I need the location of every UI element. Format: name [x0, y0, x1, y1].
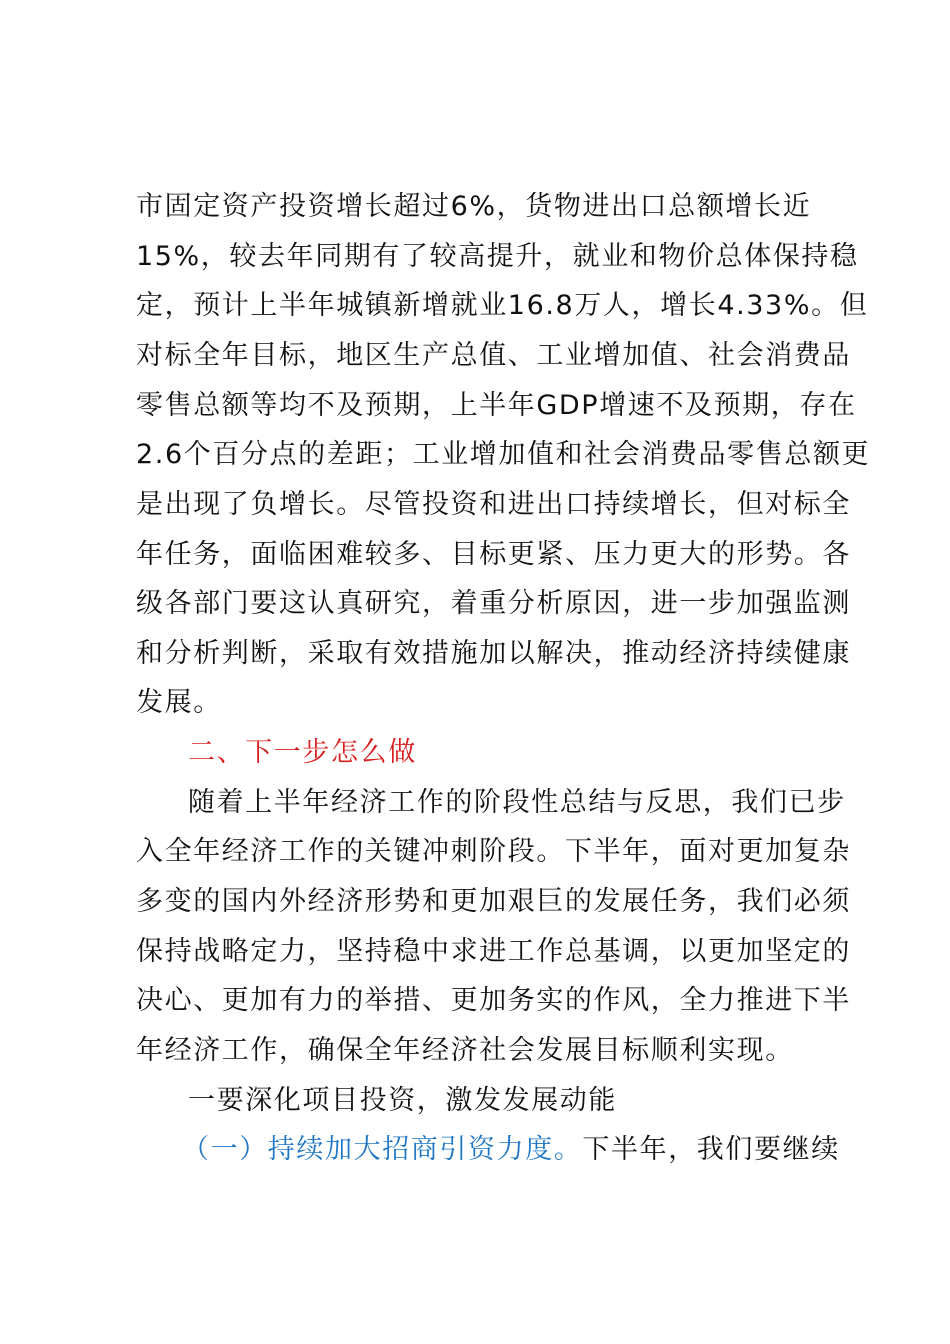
paragraph-line: 2.6个百分点的差距；工业增加值和社会消费品零售总额更 [136, 439, 871, 470]
paragraph-line: 决心、更加有力的举措、更加务实的作风，全力推进下半 [136, 985, 851, 1016]
subheading: 一要深化项目投资，激发发展动能 [188, 1085, 617, 1116]
paragraph-line: 年经济工作，确保全年经济社会发展目标顺利实现。 [136, 1035, 794, 1066]
paragraph-line: 是出现了负增长。尽管投资和进出口持续增长，但对标全 [136, 489, 851, 520]
paragraph-line: 定，预计上半年城镇新增就业16.8万人，增长4.33%。但 [136, 290, 869, 321]
item-line [182, 1136, 840, 1163]
paragraph-line: 15%，较去年同期有了较高提升，就业和物价总体保持稳 [136, 241, 859, 272]
paragraph-line: 市固定资产投资增长超过6%，货物进出口总额增长近 [136, 191, 812, 222]
paragraph-line: 入全年经济工作的关键冲刺阶段。下半年，面对更加复杂 [136, 836, 851, 867]
item-title: （一）持续加大招商引资力度。 [182, 1134, 583, 1165]
paragraph-line: 和分析判断，采取有效措施加以解决，推动经济持续健康 [136, 638, 851, 669]
section-heading: 二、下一步怎么做 [188, 737, 417, 768]
item-text: 下半年，我们要继续 [582, 1134, 840, 1165]
paragraph-line: 随着上半年经济工作的阶段性总结与反思，我们已步 [188, 787, 846, 818]
paragraph-line: 发展。 [136, 687, 222, 718]
paragraph-line: 级各部门要这认真研究，着重分析原因，进一步加强监测 [136, 588, 851, 619]
paragraph-line: 年任务，面临困难较多、目标更紧、压力更大的形势。各 [136, 539, 851, 570]
paragraph-line: 对标全年目标，地区生产总值、工业增加值、社会消费品 [136, 340, 851, 371]
paragraph-line: 保持战略定力，坚持稳中求进工作总基调，以更加坚定的 [136, 936, 851, 967]
paragraph-line: 多变的国内外经济形势和更加艰巨的发展任务，我们必须 [136, 886, 851, 917]
paragraph-line: 零售总额等均不及预期，上半年GDP增速不及预期，存在 [136, 390, 857, 421]
